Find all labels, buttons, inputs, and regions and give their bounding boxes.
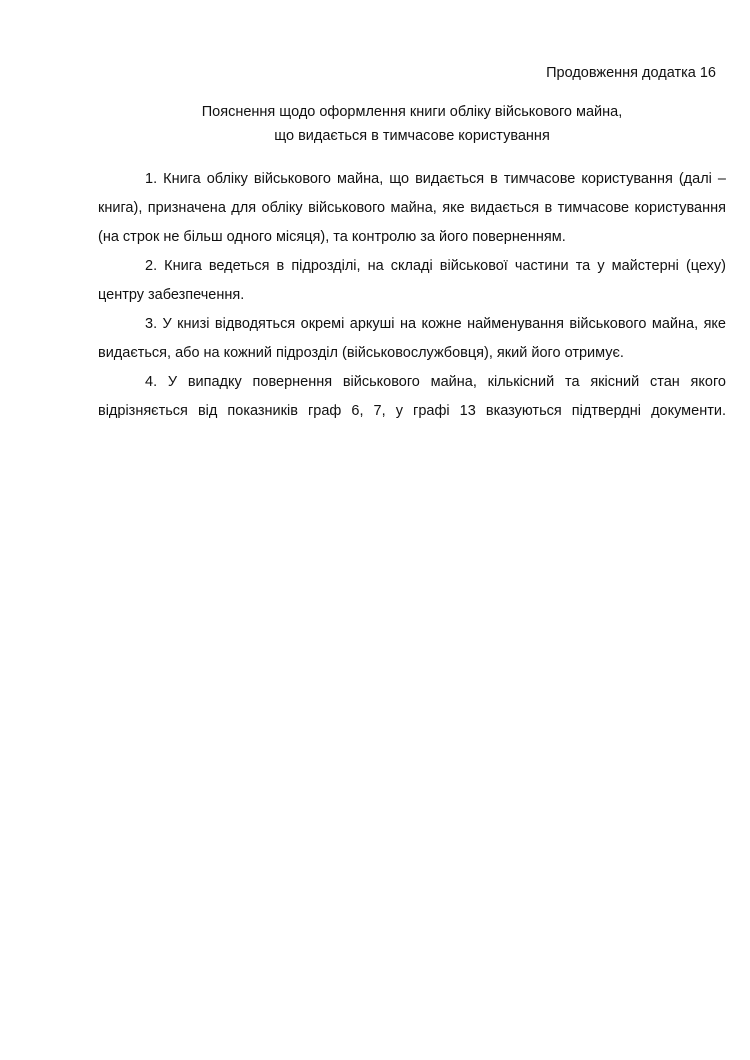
paragraph-3: 3. У книзі відводяться окремі аркуші на кожне найменування військового майна, яке видається, або на кожний підрозділ (військовослужбовця), який його отримує. xyxy=(98,316,726,361)
appendix-continuation-note: Продовження додатка 16 xyxy=(546,65,716,81)
title-line-1: Пояснення щодо оформлення книги обліку військового майна, xyxy=(201,104,623,120)
paragraph-1: 1. Книга обліку військового майна, що видається в тимчасове користування (далі – книга), призначена для обліку військового майна, яке видається в тимчасове користування (на строк не більш одного місяця), та контролю за його поверненням. xyxy=(98,171,726,245)
paragraph-2: 2. Книга ведеться в підрозділі, на складі військової частини та у майстерні (цеху) центру забезпечення. xyxy=(98,258,726,303)
paragraph-4: 4. У випадку повернення військового майна, кількісний та якісний стан якого відрізняється від показників граф 6, 7, у графі 13 вказуються підтвердні документи. xyxy=(98,374,726,419)
title-line-2: що видається в тимчасове користування xyxy=(274,128,550,144)
document-body xyxy=(98,165,726,426)
document-title xyxy=(98,100,726,148)
